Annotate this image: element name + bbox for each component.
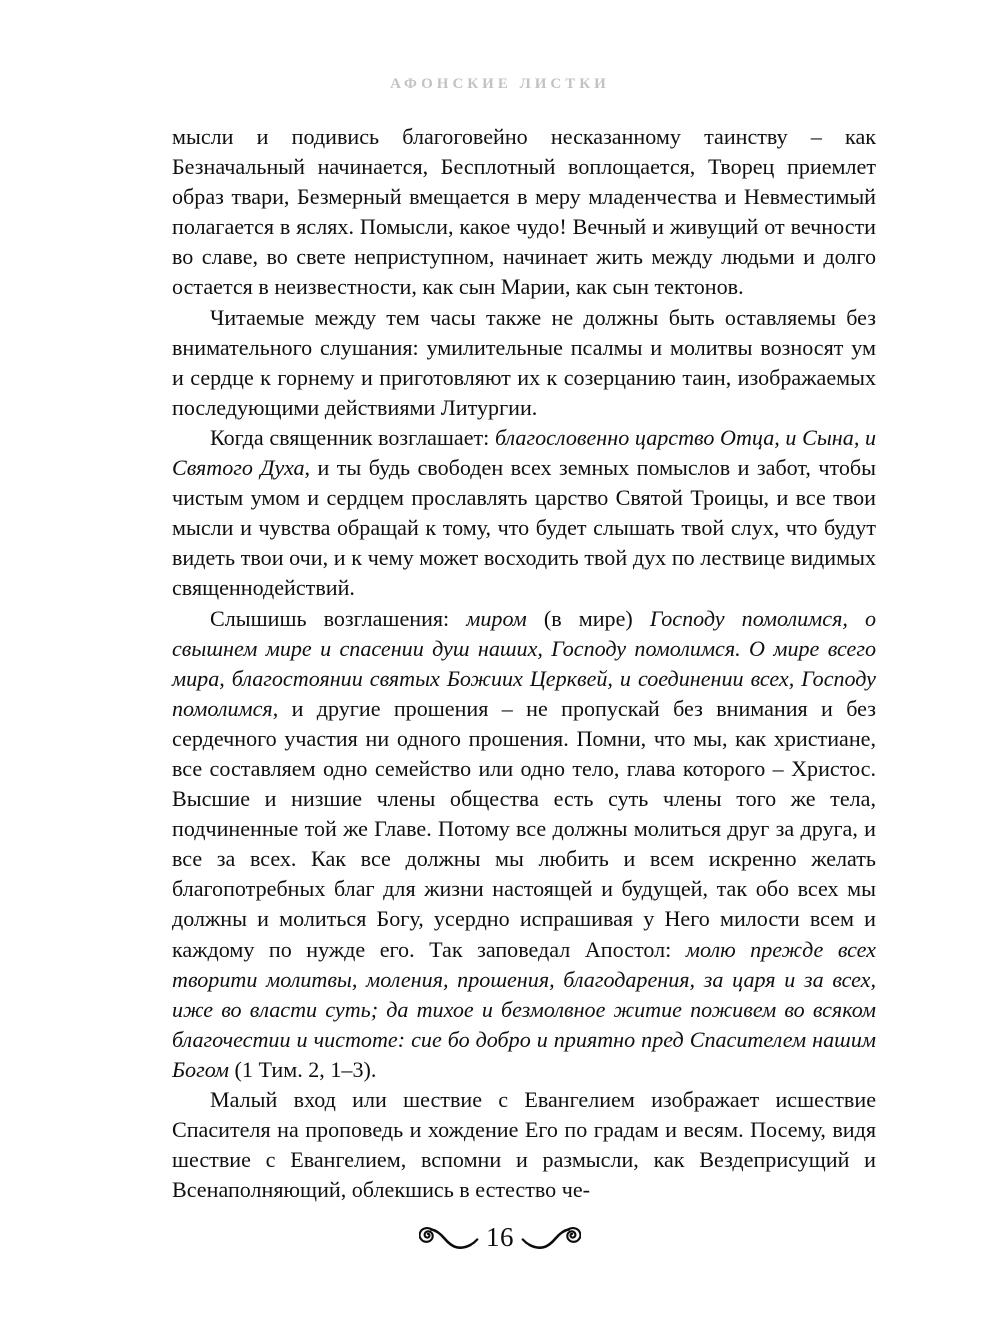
text-run-roman: , и ты будь свободен всех земных помыслов и забот, чтобы чистым умом и сердцем прославлять царство Святой Троицы, и все твои мысли и чувства обращай к тому, что будет слышать твой слух, что будут видеть твои очи, и к чему может восходить твой дух по лествице видимых священнодействий.: [172, 455, 876, 601]
text-run-roman: (в мире): [543, 605, 650, 631]
text-run-italic: Господу помолимся, о свышнем мире и спасении душ наших, Господу помолимся. О мире всего мира, благостоянии святых Божиих Церквей, и соединении всех, Господу помолимся: [172, 605, 877, 721]
text-run-roman: Читаемые между тем часы также не должны быть оставляемы без внимательного слушания: умилительные псалмы и молитвы возносят ум и сердце к горнему и приготовляют их к созерцанию таин, изображаемых последующими действиями Литургии.: [172, 304, 876, 420]
text-run-roman: Когда священник возглашает:: [210, 424, 495, 450]
text-run-roman: (1 Тим. 2, 1–3).: [234, 1056, 377, 1082]
flourish-scroll-left-icon: [419, 1221, 481, 1255]
flourish-scroll-right-icon: [519, 1221, 581, 1255]
folio: [0, 1206, 1000, 1270]
page-number: 16: [486, 1221, 514, 1252]
running-head: АФОНСКИЕ ЛИСТКИ: [390, 76, 610, 92]
text-run-italic: благословенно царство Отца, и Сына, и Святого Духа: [172, 424, 877, 481]
text-run-roman: Слышишь возглашения:: [210, 605, 467, 631]
text-run-roman: , и другие прошения – не пропускай без внимания и без сердечного участия ни одного прошения. Помни, что мы, как христиане, все составляем одно семейство или одно тело, глава которого – Христос. Высшие и низшие члены общества есть суть члены того же тела, подчиненные той же Главе. Потому все должны молиться друг за друга, и все за всех. Как все должны мы любить и всем искренно желать благопотребных благ для жизни настоящей и будущей, так обо всех мы должны и молиться Богу, усердно испрашивая у Него милости всем и каждому по нужде его. Так заповедал Апостол:: [172, 695, 876, 962]
paragraph-p2: [172, 303, 876, 423]
text-run-italic: миром: [466, 605, 544, 631]
text-run-italic: молю прежде всех творити молитвы, моления, прошения, благодарения, за царя и за всех, иже во власти суть; да тихое и безмолвное житие поживем во всяком благочестии и чистоте: сие бо добро и приятно пред Спасителем нашим Богом: [172, 936, 876, 1082]
paragraph-p4: [172, 604, 876, 1086]
text-run-roman: мысли и подивись благоговейно несказанному таинству – как Безначальный начинается, Бесплотный воплощается, Творец приемлет образ твари, Безмерный вмещается в меру младенчества и Невместимый полагается в яслях. Помысли, какое чудо! Вечный и живущий от вечности во славе, во свете неприступном, начинает жить между людьми и долго остается в неизвестности, как сын Марии, как сын тектонов.: [172, 124, 876, 300]
text-run-roman: Малый вход или шествие с Евангелием изображает исшествие Спасителя на проповедь и хождение Его по градам и весям. Посему, видя шествие с Евангелием, вспомни и размысли, как Вездеприсущий и Всенаполняющий, облекшись в естество че-: [172, 1087, 876, 1203]
paragraph-p3: [172, 423, 876, 604]
paragraph-p1: [172, 122, 876, 303]
body-text-block: [172, 122, 876, 1205]
paragraph-p5: [172, 1085, 876, 1205]
